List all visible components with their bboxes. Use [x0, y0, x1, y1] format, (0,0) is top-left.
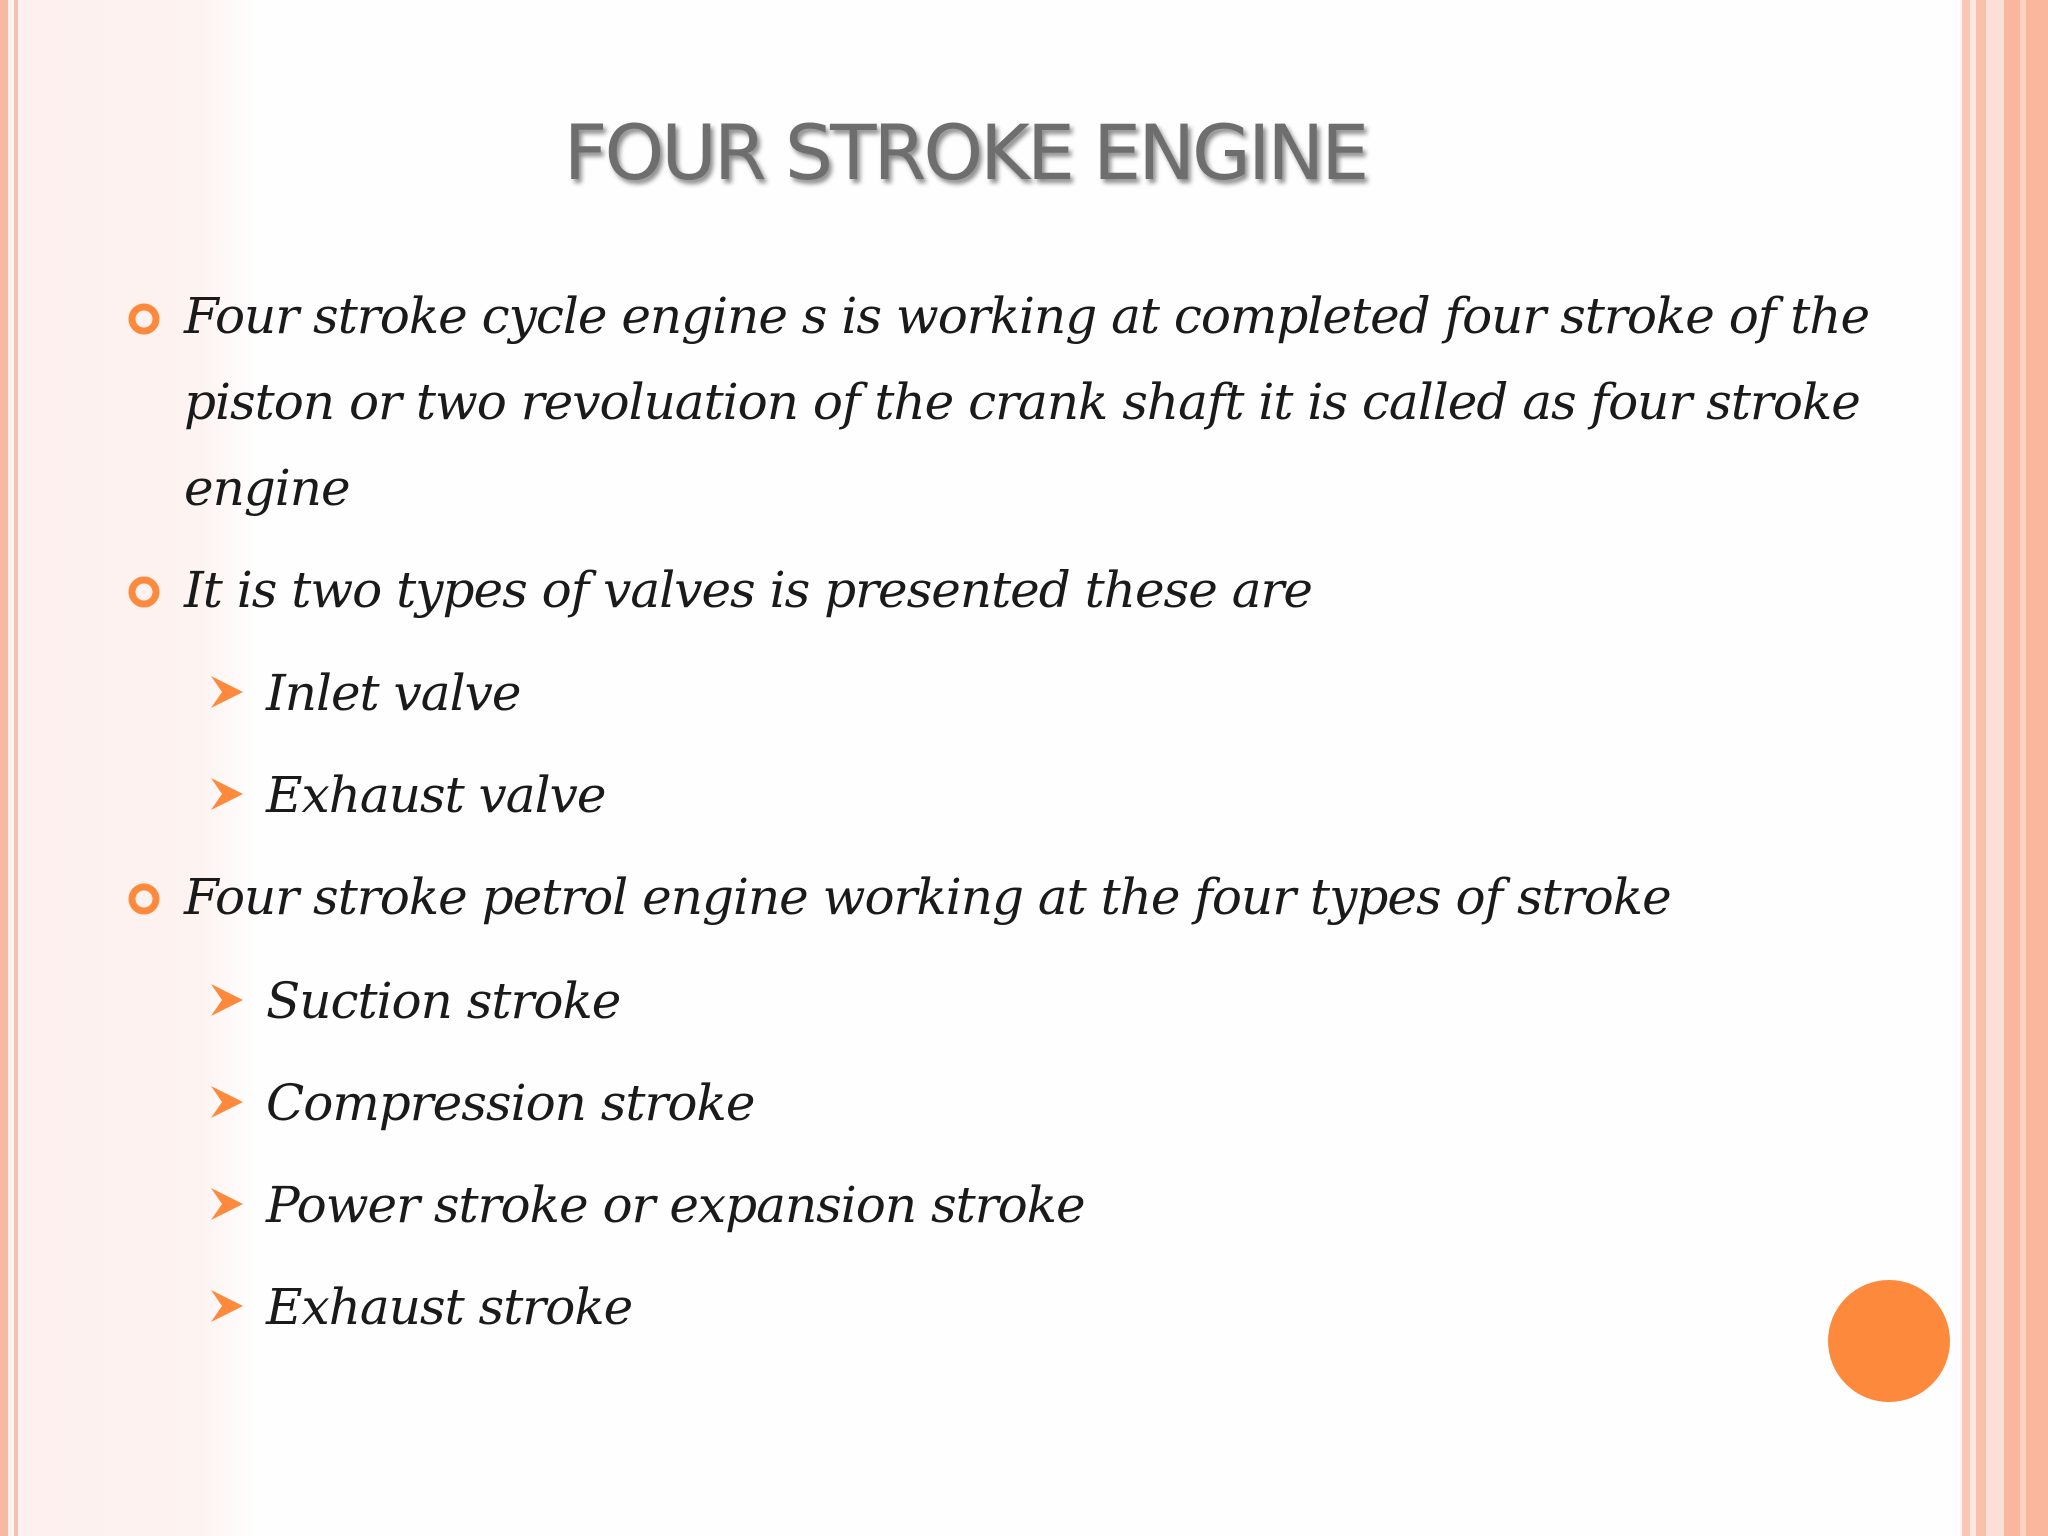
- arrow-bullet-icon: [208, 1185, 246, 1223]
- right-border-stripe: [1962, 0, 1970, 1536]
- sub-item-exhaust-stroke: Exhaust stroke: [266, 1278, 633, 1336]
- ring-bullet-icon: [127, 302, 161, 336]
- sub-item-suction-stroke: Suction stroke: [266, 972, 621, 1030]
- slide-title: FOUR STROKE ENGINE: [563, 108, 1367, 197]
- bullet-1-line-3: engine: [184, 459, 350, 517]
- bullet-item-3: Four stroke petrol engine working at the four types of stroke: [184, 868, 1671, 926]
- decorative-circle: [1828, 1280, 1950, 1402]
- right-border-stripe: [1986, 0, 2004, 1536]
- sub-item-compression-stroke: Compression stroke: [266, 1074, 755, 1132]
- left-border-stripe: [0, 0, 8, 1536]
- right-border-stripe: [2004, 0, 2048, 1536]
- ring-bullet-icon: [127, 575, 161, 609]
- left-border-stripe-inner: [14, 0, 18, 1536]
- arrow-bullet-icon: [208, 673, 246, 711]
- bullet-1-line-1: Four stroke cycle engine s is working at completed four stroke of the: [184, 287, 1870, 345]
- right-border-stripe: [1976, 0, 1986, 1536]
- right-border-stripe: [2020, 0, 2026, 1536]
- bullet-1-line-2: piston or two revoluation of the crank shaft it is called as four stroke: [184, 373, 1860, 431]
- arrow-bullet-icon: [208, 981, 246, 1019]
- ring-bullet-icon: [127, 882, 161, 916]
- arrow-bullet-icon: [208, 775, 246, 813]
- bullet-item-1: [184, 273, 1870, 531]
- sub-item-inlet-valve: Inlet valve: [266, 664, 521, 722]
- bullet-item-2: It is two types of valves is presented these are: [184, 561, 1313, 619]
- arrow-bullet-icon: [208, 1083, 246, 1121]
- sub-item-power-stroke: Power stroke or expansion stroke: [266, 1176, 1085, 1234]
- sub-item-exhaust-valve: Exhaust valve: [266, 766, 606, 824]
- arrow-bullet-icon: [208, 1287, 246, 1325]
